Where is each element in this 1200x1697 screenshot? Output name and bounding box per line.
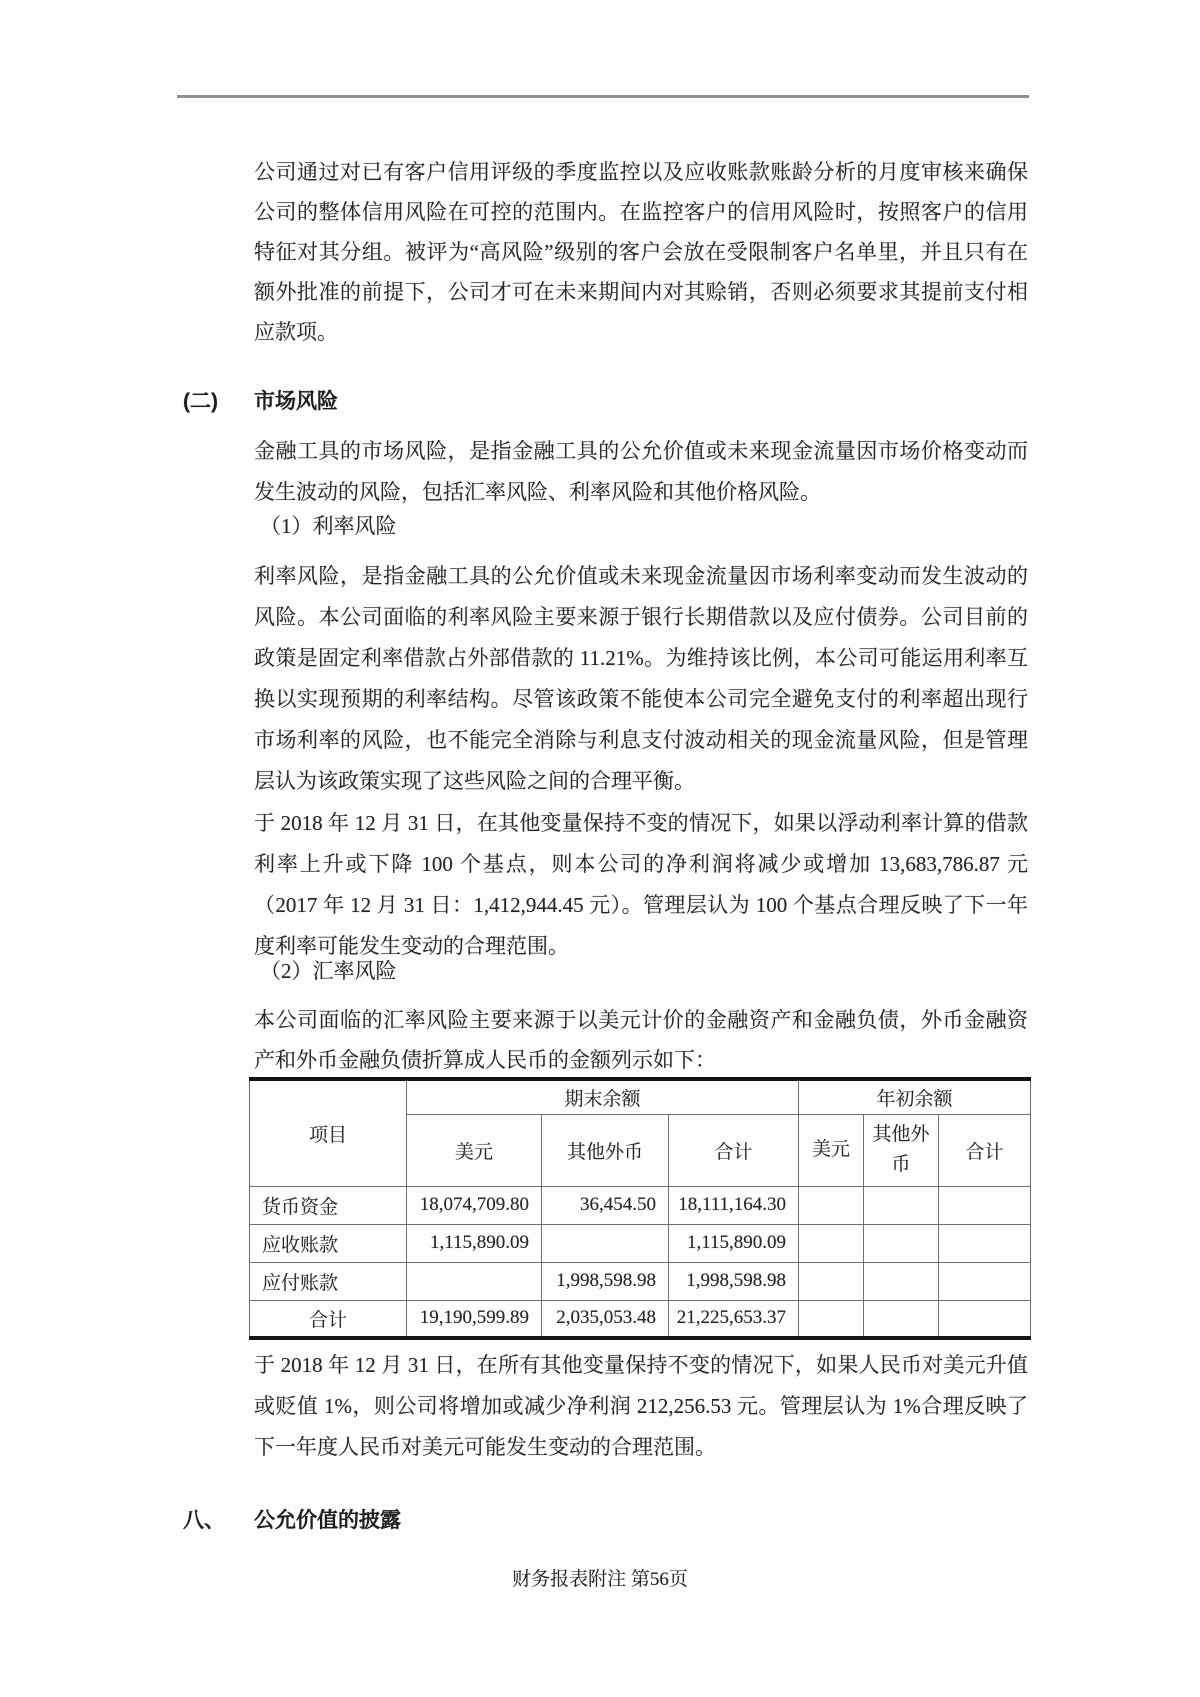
section-title: 市场风险 [254, 390, 338, 413]
foreign-currency-table [249, 1077, 1031, 1340]
row-label: 应付账款 [250, 1262, 407, 1300]
header-rule [177, 95, 1029, 98]
table-cell: 21,225,653.37 [669, 1300, 799, 1338]
period-end-group-header: 期末余额 [407, 1079, 799, 1114]
section-market-risk-heading [183, 389, 1029, 415]
table-cell [939, 1262, 1031, 1300]
subheader-usd-end: 美元 [407, 1114, 542, 1186]
table-group-header-row [250, 1079, 1031, 1114]
table-cell [939, 1224, 1031, 1262]
subheader-other-end: 其他外币 [542, 1114, 669, 1186]
table-cell [939, 1186, 1031, 1224]
table-cell: 2,035,053.48 [542, 1300, 669, 1338]
table-cell [864, 1186, 939, 1224]
market-risk-intro-paragraph: 金融工具的市场风险，是指金融工具的公允价值或未来现金流量因市场价格变动而发生波动的风险，包括汇率风险、利率风险和其他价格风险。 [254, 439, 1028, 504]
interest-rate-paragraph-2: 于 2018 年 12 月 31 日，在其他变量保持不变的情况下，如果以浮动利率计算的借款利率上升或下降 100 个基点，则本公司的净利润将减少或增加 13,683,786.87 元（2017 年 12 月 31 日：1,412,944.45 元）。管理层认为 100 个基点合理反映了下一年度利率可能发生变动的合理范围。 [254, 811, 1028, 958]
table-row-total [250, 1300, 1031, 1338]
page-footer: 财务报表附注 第56页 [512, 1569, 688, 1590]
interest-rate-subheading: （1）利率风险 [260, 514, 397, 538]
exchange-rate-after-paragraph: 于 2018 年 12 月 31 日，在所有其他变量保持不变的情况下，如果人民币对美元升值或贬值 1%，则公司将增加或减少净利润 212,256.53 元。管理层认为 1%合理反映了下一年度人民币对美元可能发生变动的合理范围。 [254, 1353, 1028, 1459]
table-cell: 36,454.50 [542, 1186, 669, 1224]
table-cell: 1,998,598.98 [669, 1262, 799, 1300]
table-cell [799, 1186, 864, 1224]
table-cell: 18,074,709.80 [407, 1186, 542, 1224]
table-cell [864, 1300, 939, 1338]
subheader-usd-begin: 美元 [799, 1114, 864, 1186]
table-row-cash [250, 1186, 1031, 1224]
credit-risk-paragraph: 公司通过对已有客户信用评级的季度监控以及应收账款账龄分析的月度审核来确保公司的整体信用风险在可控的范围内。在监控客户的信用风险时，按照客户的信用特征对其分组。被评为“高风险”级别的客户会放在受限制客户名单里，并且只有在额外批准的前提下，公司才可在未来期间内对其赊销，否则必须要求其提前支付相应款项。 [254, 160, 1028, 344]
exchange-rate-intro-paragraph: 本公司面临的汇率风险主要来源于以美元计价的金融资产和金融负债，外币金融资产和外币金融负债折算成人民币的金额列示如下： [254, 1008, 1028, 1072]
table-corner-header: 项目 [250, 1079, 407, 1186]
exchange-rate-subheading: （2）汇率风险 [260, 959, 397, 983]
subheader-other-begin: 其他外币 [864, 1114, 939, 1186]
row-label: 合计 [250, 1300, 407, 1338]
table-cell [799, 1300, 864, 1338]
table-cell: 1,115,890.09 [407, 1224, 542, 1262]
section-number: 八、 [183, 1509, 225, 1532]
section-number: (二) [183, 390, 218, 413]
table-cell [864, 1262, 939, 1300]
table-row-receivables [250, 1224, 1031, 1262]
table-cell [939, 1300, 1031, 1338]
row-label: 货币资金 [250, 1186, 407, 1224]
interest-rate-paragraph-1: 利率风险，是指金融工具的公允价值或未来现金流量因市场利率变动而发生波动的风险。本公司面临的利率风险主要来源于银行长期借款以及应付债券。公司目前的政策是固定利率借款占外部借款的 11.21%。为维持该比例，本公司可能运用利率互换以实现预期的利率结构。尽管该政策不能使本公司完全避免支付的利率超出现行市场利率的风险，也不能完全消除与利息支付波动相关的现金流量风险，但是管理层认为该政策实现了这些风险之间的合理平衡。 [254, 564, 1028, 793]
year-begin-group-header: 年初余额 [799, 1079, 1031, 1114]
table-cell [864, 1224, 939, 1262]
table-cell: 1,115,890.09 [669, 1224, 799, 1262]
section-fair-value-heading [183, 1508, 1029, 1534]
table-cell [799, 1262, 864, 1300]
table-cell [542, 1224, 669, 1262]
subheader-total-begin: 合计 [939, 1114, 1031, 1186]
table-row-payables [250, 1262, 1031, 1300]
row-label: 应收账款 [250, 1224, 407, 1262]
table-cell: 1,998,598.98 [542, 1262, 669, 1300]
table-cell [407, 1262, 542, 1300]
subheader-total-end: 合计 [669, 1114, 799, 1186]
table-cell [799, 1224, 864, 1262]
table-cell: 19,190,599.89 [407, 1300, 542, 1338]
table-cell: 18,111,164.30 [669, 1186, 799, 1224]
section-title: 公允价值的披露 [254, 1509, 401, 1532]
